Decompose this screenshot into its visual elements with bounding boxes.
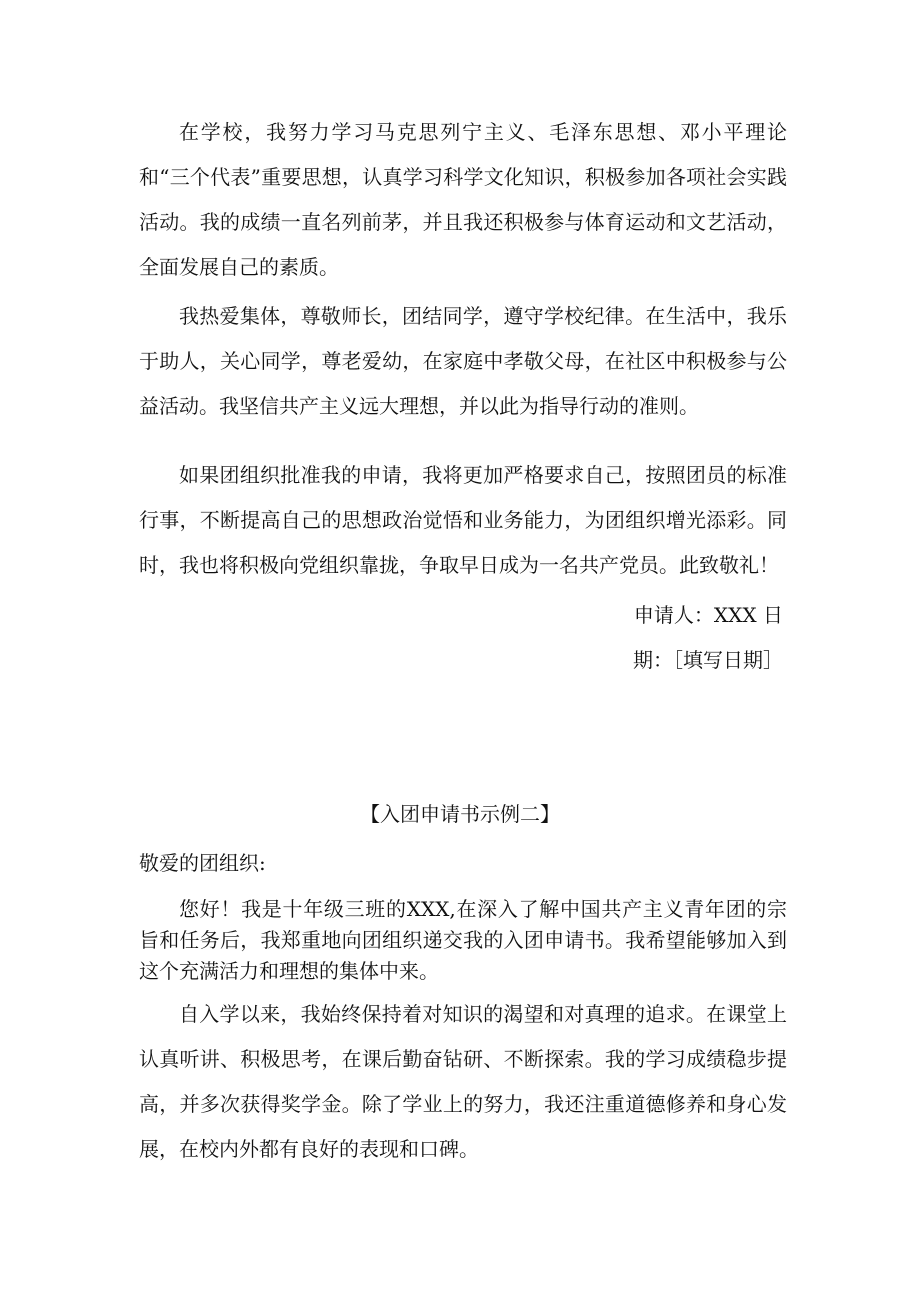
salutation: 敬爱的团组织: [139,851,266,875]
body-paragraph-study: 在学校，我努力学习马克思列宁主义、毛泽东思想、邓小平理论和“三个代表”重要思想，认真学习科学文化知识，积极参加各项社会实践活动。我的成绩一直名列前茅，并且我还积极参与体育运动和文艺活动，全面发展自己的素质。 [139,120,787,279]
section-heading: 【入团申请书示例二】 [360,802,560,826]
body-paragraph-pledge: 如果团组织批准我的申请，我将更加严格要求自己，按照团员的标准行事，不断提高自己的思想政治觉悟和业务能力，为团组织增光添彩。同时，我也将积极向党组织靠拢，争取早日成为一名共产党员。此致敬礼！ [139,463,787,577]
body-paragraph-learning: 自入学以来，我始终保持着对知识的渴望和对真理的追求。在课堂上认真听讲、积极思考，在课后勤奋钻研、不断探索。我的学习成绩稳步提高，并多次获得奖学金。除了学业上的努力，我还注重道德修养和身心发展，在校内外都有良好的表现和口碑。 [139,1002,787,1161]
body-paragraph-conduct: 我热爱集体，尊敬师长，团结同学，遵守学校纪律。在生活中，我乐于助人，关心同学，尊老爱幼，在家庭中孝敬父母，在社区中积极参与公益活动。我坚信共产主义远大理想，并以此为指导行动的准则。 [139,304,787,418]
body-paragraph-greeting: 您好！我是十年级三班的XXX,在深入了解中国共产主义青年团的宗旨和任务后，我郑重地向团组织递交我的入团申请书。我希望能够加入到这个充满活力和理想的集体中来。 [139,897,787,983]
signature-applicant: 申请人：XXX 日 [633,603,783,627]
signature-date: 期：［填写日期］ [633,648,783,672]
